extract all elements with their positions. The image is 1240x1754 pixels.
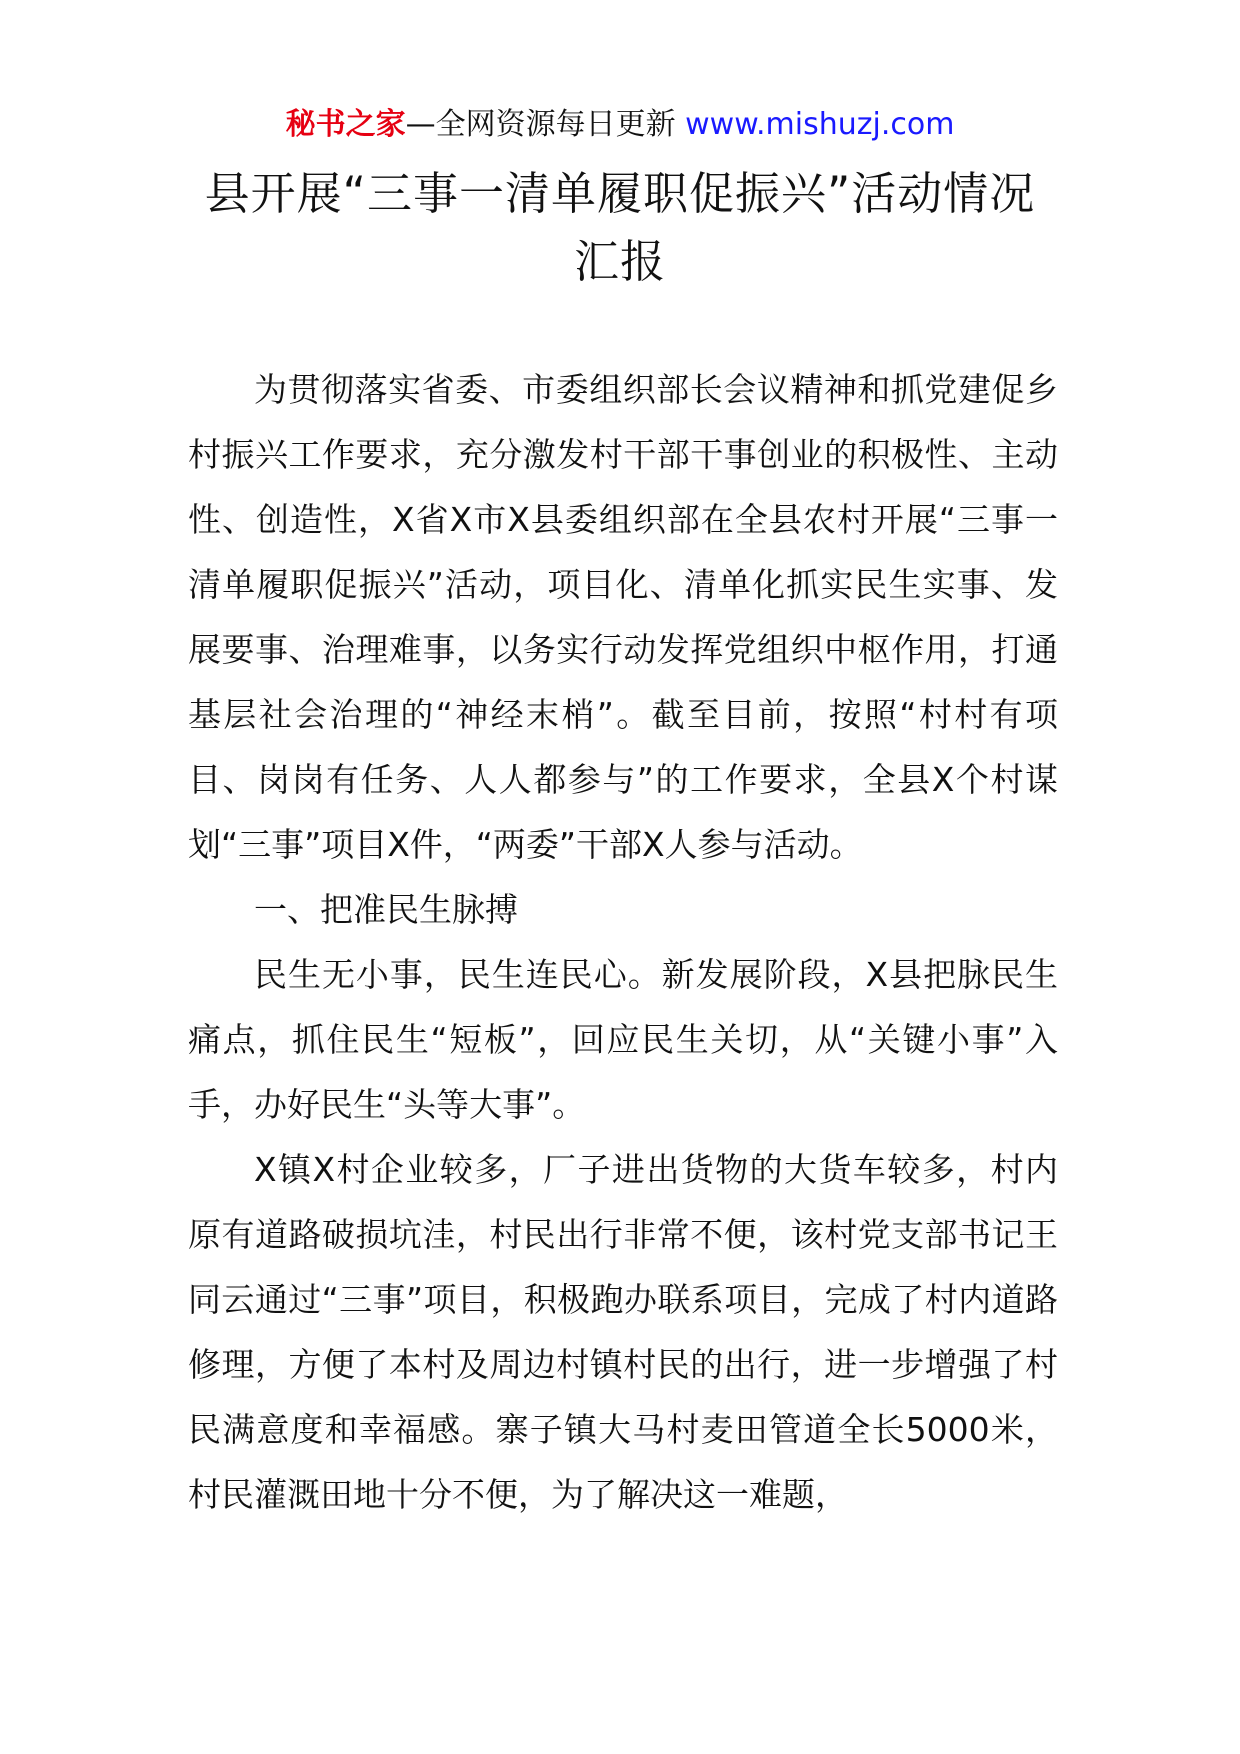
document-body	[188, 357, 1058, 1527]
paragraph-example: X镇X村企业较多，厂子进出货物的大货车较多，村内原有道路破损坑洼，村民出行非常不便，该村党支部书记王同云通过“三事”项目，积极跑办联系项目，完成了村内道路修理，方便了本村及周边村镇村民的出行，进一步增强了村民满意度和幸福感。寨子镇大马村麦田管道全长5000米，村民灌溉田地十分不便，为了解决这一难题，	[188, 1150, 1058, 1514]
paragraph-intro: 为贯彻落实省委、市委组织部长会议精神和抓党建促乡村振兴工作要求，充分激发村干部干事创业的积极性、主动性、创造性，X省X市X县委组织部在全县农村开展“三事一清单履职促振兴”活动，项目化、清单化抓实民生实事、发展要事、治理难事，以务实行动发挥党组织中枢作用，打通基层社会治理的“神经末梢”。截至目前，按照“村村有项目、岗岗有任务、人人都参与”的工作要求，全县X个村谋划“三事”项目X件，“两委”干部X人参与活动。	[188, 370, 1058, 864]
section-heading: 一、把准民生脉搏	[254, 890, 518, 929]
site-brand: 秘书之家	[285, 107, 406, 142]
site-header	[0, 100, 1240, 150]
paragraph-livelihood: 民生无小事，民生连民心。新发展阶段，X县把脉民生痛点，抓住民生“短板”，回应民生关切，从“关键小事”入手，办好民生“头等大事”。	[188, 955, 1058, 1124]
site-tagline: —全网资源每日更新	[405, 107, 676, 142]
document-title: 县开展“三事一清单履职促振兴”活动情况汇报	[204, 167, 1036, 288]
site-url[interactable]: www.mishuzj.com	[685, 107, 955, 142]
